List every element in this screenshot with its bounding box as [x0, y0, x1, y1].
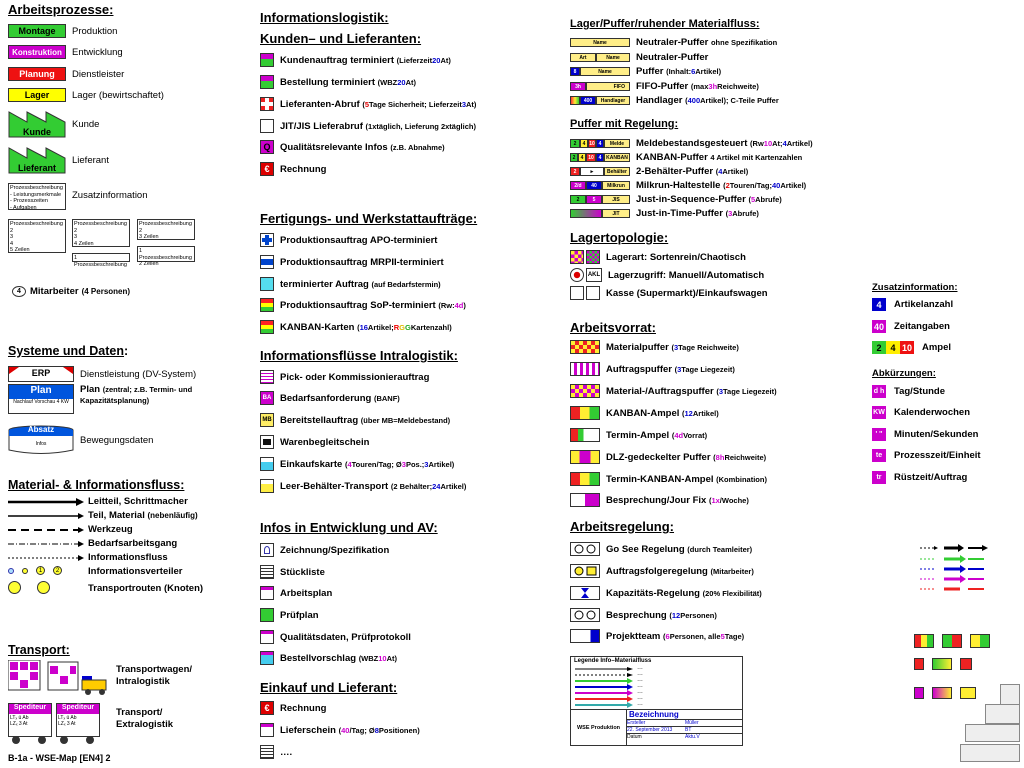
- row-besprechung: Besprechung ( 12 Personen): [570, 608, 717, 622]
- row-puffer: 8 Name Puffer (Inhalt: 6 Artikel): [570, 66, 721, 77]
- erp-label: Dienstleistung (DV-System): [80, 368, 197, 380]
- warenbegleitschein-icon: [260, 435, 274, 449]
- einkaufskarte-icon: [260, 457, 274, 471]
- row-auftragspuffer: Auftragspuffer ( 3 Tage Liegezeit): [570, 362, 735, 376]
- row-go-see: Go See Regelung (durch Teamleiter): [570, 542, 752, 556]
- akl-icon: AKL: [586, 268, 602, 282]
- row-terminiert: terminierter Auftrag (auf Bedarfstermin): [260, 277, 441, 291]
- einkaufswagen-icon: [586, 286, 600, 300]
- row-zeichnung: Zeichnung/Spezifikation: [260, 543, 389, 557]
- row-auftragsfolge: Auftragsfolgeregelung (Mitarbeiter): [570, 564, 754, 578]
- euro-icon: €: [260, 162, 274, 176]
- row-minuten: ' '' Minuten/Sekunden: [872, 428, 978, 441]
- legend-kunde: [8, 110, 99, 138]
- legend-informationsfluss: Informationsfluss: [88, 552, 168, 563]
- legend-transportrouten: Transportrouten (Knoten): [88, 583, 204, 594]
- row-pruefplan: Prüfplan: [260, 608, 319, 622]
- row-kundenauftrag: Kundenauftrag terminiert (Lieferzeit 20 At): [260, 53, 451, 67]
- fifo-tag: FIFO: [586, 82, 630, 91]
- pruefplan-icon: [260, 608, 274, 622]
- bewegungsdaten-label: Bewegungsdaten: [80, 434, 154, 446]
- termin-ampel-icon: [570, 428, 600, 442]
- row-sop: Produktionsauftrag SoP-terminiert (Rw: 4d ): [260, 298, 466, 312]
- row-banf: BA Bedarfsanforderung (BANF): [260, 391, 400, 405]
- legend-table-title: Legende Info–Materialfluss: [574, 658, 652, 664]
- chaotisch-icon: [586, 250, 600, 264]
- projektteam-icon: [570, 629, 600, 643]
- quality-q-icon: Q: [260, 140, 274, 154]
- bereitstell-icon: MB: [260, 413, 274, 427]
- row-prozesszeit: te Prozesszeit/Einheit: [872, 449, 981, 462]
- heading-arbeitsprozesse: Arbeitsprozesse:: [8, 2, 114, 17]
- mitarbeiter-label: Mitarbeiter: [30, 286, 79, 297]
- kanban-karten-icon: [260, 320, 274, 334]
- row-arbeitsplan: Arbeitsplan: [260, 586, 332, 600]
- plan-icon: Plan Nachlauf Vorschau 4 KW: [8, 384, 74, 414]
- kapazitaet-icon: [570, 586, 600, 600]
- row-lagerart: Lagerart: Sortenrein/Chaotisch: [570, 250, 746, 264]
- terminiert-icon: [260, 277, 274, 291]
- row-warenbegleitschein: Warenbegleitschein: [260, 435, 369, 449]
- apo-icon: [260, 233, 274, 247]
- puffer-name-tag: Name: [570, 38, 630, 47]
- besprechung-icon: [570, 608, 600, 622]
- heading-infos-av: Infos in Entwicklung und AV:: [260, 520, 438, 535]
- kundenauftrag-icon: [260, 53, 274, 67]
- row-jit: JIT Just-in-Time-Puffer ( 3 Abrufe): [570, 208, 759, 219]
- spediteur-badge-1: Spediteur: [9, 704, 51, 714]
- row-melde: 2 4 10 4 Melde Meldebestandsgesteuert (Rw 10 At; 4 Artikel): [570, 138, 813, 149]
- row-neutral-puffer: Name Neutraler-Puffer ohne Spezifikation: [570, 37, 777, 48]
- row-tag-stunde: d h Tag/Stunde: [873, 386, 946, 397]
- row-artikelanzahl: 4 Artikelanzahl: [872, 298, 953, 311]
- lieferant-label: Lieferant: [72, 154, 109, 166]
- zusatzinformation-label: Zusatzinformation: [72, 190, 148, 201]
- sop-icon: [260, 298, 274, 312]
- row-lagerzugriff: AKL Lagerzugriff: Manuell/Automatisch: [570, 268, 764, 282]
- row-material-auftragspuffer: Material-/Auftragspuffer ( 3 Tage Liegezeit): [570, 384, 777, 398]
- row-lieferschein: Lieferschein ( 40 /Tag; Ø 8 Positionen): [260, 723, 420, 737]
- legend-lieferant: [8, 146, 109, 174]
- row-kanban-karten: KANBAN-Karten ( 16 Artikel; R G G Kartenzahl): [260, 320, 452, 334]
- heading-material: Material- & Informationsfluss:: [8, 478, 185, 492]
- row-2-behaelter: 2 ► Behälter 2-Behälter-Puffer ( 4 Artikel): [570, 166, 748, 177]
- legend-teil-material: Teil, Material (nebenläufig): [88, 510, 198, 521]
- row-rechnung: € Rechnung: [260, 162, 326, 176]
- heading-topologie: Lagertopologie:: [570, 230, 669, 245]
- row-kanban-ampel: KANBAN-Ampel ( 12 Artikel): [570, 406, 719, 420]
- document-icon: [260, 745, 274, 759]
- legend-lager: [8, 88, 164, 102]
- row-bereitstell: MB Bereitstellauftrag (über MB=Meldebestand): [260, 413, 450, 427]
- melde-tag: Melde: [604, 139, 630, 148]
- row-leer-behaelter: Leer-Behälter-Transport (2 Behälter; 24 Artikel): [260, 479, 466, 493]
- legend-plan: [8, 384, 220, 414]
- euro-icon-2: €: [260, 701, 274, 715]
- legend-konstruktion: [8, 45, 123, 59]
- puffer-tag: Name: [580, 67, 630, 76]
- pick-icon: [260, 370, 274, 384]
- handlager-tag: Handlager: [596, 96, 630, 105]
- kunde-factory-icon: Kunde: [8, 110, 66, 138]
- title-block: Bezeichnung Ersteller Müller 22. September 2013 BT Datum Aktu.V: [627, 709, 742, 745]
- row-einkaufskarte: Einkaufskarte ( 4 Touren/Tag; Ø 3 Pos.; 3 Artikel): [260, 457, 454, 471]
- row-jit-jis: JIT/JIS Lieferabruf (1xtäglich, Lieferung 2xtäglich): [260, 119, 476, 133]
- leer-behaelter-icon: [260, 479, 274, 493]
- heading-transport: Transport:: [8, 643, 70, 657]
- banf-icon: BA: [260, 391, 274, 405]
- lieferanten-abruf-icon: [260, 97, 274, 111]
- manuell-icon: [570, 268, 584, 282]
- row-mrpii: Produktionsauftrag MRPII-terminiert: [260, 255, 444, 269]
- legend-informationsverteiler: Informationsverteiler: [88, 566, 183, 577]
- row-apo: Produktionsauftrag APO-terminiert: [260, 233, 437, 247]
- zeichnung-icon: [260, 543, 274, 557]
- transportrouten-icons: [8, 581, 50, 594]
- heading-lager-puffer: Lager/Puffer/ruhender Materialfluss:: [570, 18, 760, 30]
- puffer-name-tag-2: Name: [596, 53, 630, 62]
- ampel-samples-row-2: [914, 658, 972, 670]
- go-see-icon: [570, 542, 600, 556]
- zusatz-process-box: Prozessbeschreibung - Leistungsmerkmale - Prozesszeiten - Aufgaben: [8, 183, 66, 210]
- erp-icon: ERP: [8, 366, 74, 382]
- ampel-samples-row-3: [914, 687, 976, 699]
- row-quality-info: Q Qualitätsrelevante Infos (z.B. Abnahme): [260, 140, 445, 154]
- row-stueckliste: Stückliste: [260, 565, 325, 579]
- row-termin-kanban: Termin-KANBAN-Ampel (Kombination): [570, 472, 767, 486]
- row-pick: Pick- oder Kommissionierauftrag: [260, 370, 429, 384]
- heading-einkauf: Einkauf und Lieferant:: [260, 680, 398, 695]
- entwicklung-label: Entwicklung: [72, 46, 123, 58]
- jit-jis-icon: [260, 119, 274, 133]
- grey-box-3: [965, 724, 1020, 742]
- lieferschein-icon: [260, 723, 274, 737]
- row-bestellvorschlag: Bestellvorschlag (WBZ 10 At): [260, 651, 397, 665]
- row-kalenderwochen: KW Kalenderwochen: [873, 407, 971, 418]
- row-ruestzeit: tr Rüstzeit/Auftrag: [872, 471, 967, 484]
- row-kasse: Kasse (Supermarkt)/Einkaufswagen: [570, 286, 768, 300]
- ampel-samples-row-1: [914, 634, 990, 648]
- heading-abkuerzungen: Abkürzungen:: [872, 368, 936, 379]
- company-name: WSE Produktion: [571, 709, 627, 745]
- kanban-tag: KANBAN: [604, 153, 630, 162]
- database-icon: Absatz Infos: [8, 425, 74, 455]
- puffer-count: 8: [570, 67, 580, 76]
- montage-badge: Montage: [8, 24, 66, 38]
- bestellung-icon: [260, 75, 274, 89]
- row-jour-fix: Besprechung/Jour Fix ( 1x /Woche): [570, 493, 749, 507]
- fifo-time: 3h: [570, 82, 586, 91]
- heading-zusatzinfo: Zusatzinformation:: [872, 282, 958, 293]
- legend-arrows: [575, 667, 635, 709]
- row-bestellung: Bestellung terminiert (WBZ 20 At): [260, 75, 416, 89]
- milkrun-tag: Milkrun: [602, 181, 630, 190]
- process-box-1-line: 1 Prozessbeschreibung: [72, 253, 130, 262]
- row-materialpuffer: Materialpuffer ( 3 Tage Reichweite): [570, 340, 739, 354]
- supermarkt-icon: [570, 286, 584, 300]
- transportwagen-label: Transportwagen/ Intralogistik: [116, 664, 193, 687]
- kunde-label: Kunde: [72, 118, 100, 130]
- mitarbeiter-note: (4 Personen): [81, 287, 131, 296]
- auftragspuffer-icon: [570, 362, 600, 376]
- lager-badge: Lager: [8, 88, 66, 102]
- legend-planung: [8, 67, 124, 81]
- jit-tag: JIT: [602, 209, 630, 218]
- legend-montage: [8, 24, 117, 38]
- arbeitsplan-icon: [260, 586, 274, 600]
- dienstleister-label: Dienstleister: [72, 68, 125, 80]
- legend-erp: [8, 366, 196, 382]
- row-kanban-puffer: 2 4 10 4 KANBAN KANBAN-Puffer 4 Artikel mit Kartenzahlen: [570, 152, 802, 163]
- row-projektteam: Projektteam ( 6 Personen, alle 5 Tage): [570, 629, 744, 643]
- grey-box-4: [960, 744, 1020, 762]
- qualitaetsdaten-icon: [260, 630, 274, 644]
- materialpuffer-icon: [570, 340, 600, 354]
- process-box-2-lines: 1 Prozessbeschreibung 2 Zeilen: [137, 246, 195, 262]
- legend-absatz: [8, 425, 153, 455]
- handlager-icon: [570, 96, 580, 105]
- legend-dots: … … … … … … …: [637, 665, 643, 707]
- spediteur-label: Transport/ Extralogistik: [116, 707, 174, 730]
- row-neutral-puffer-2: Art Name Neutraler-Puffer: [570, 52, 708, 63]
- grey-box-2: [985, 704, 1020, 724]
- row-termin-ampel: Termin-Ampel ( 4d Vorrat): [570, 428, 707, 442]
- auftragsfolge-icon: [570, 564, 600, 578]
- lieferant-factory-icon: Lieferant: [8, 146, 66, 174]
- row-milkrun: 2/d 40 Milkrun Milkrun-Haltestelle ( 2 Touren/Tag; 40 Artikel): [570, 180, 806, 191]
- grey-box-1: [1000, 684, 1020, 706]
- mrpii-icon: [260, 255, 274, 269]
- handlager-count: 400: [580, 96, 596, 105]
- heading-regelung: Puffer mit Regelung:: [570, 118, 679, 130]
- puffer-art-tag: Art: [570, 53, 596, 62]
- legend-mitarbeiter: [12, 286, 130, 297]
- row-kapazitaet: Kapazitäts-Regelung (20% Flexibilität): [570, 586, 762, 600]
- footer-caption: B-1a - WSE-Map [EN4] 2: [8, 753, 111, 763]
- spediteur-trucks: Spediteur LTₓ ü Ab LZₓ 3 At Spediteur LTₓ ü Ab LZₓ 3 At: [8, 703, 108, 745]
- produktion-label: Produktion: [72, 25, 118, 37]
- heading-infologistik: Informationslogistik:: [260, 10, 389, 25]
- jour-fix-icon: [570, 493, 600, 507]
- heading-fertigung: Fertigungs- und Werkstattaufträge:: [260, 211, 478, 226]
- heading-systeme: Systeme und Daten:: [8, 344, 129, 358]
- material-auftragspuffer-icon: [570, 384, 600, 398]
- heading-intralog: Informationsflüsse Intralogistik:: [260, 348, 458, 363]
- transportwagen-icon: [8, 660, 110, 696]
- spediteur-badge-2: Spediteur: [57, 704, 99, 714]
- heading-vorrat: Arbeitsvorrat:: [570, 320, 656, 335]
- lager-label: Lager (bewirtschaftet): [72, 89, 164, 101]
- legend-bedarfsarbeitsgang: Bedarfsarbeitsgang: [88, 538, 178, 549]
- process-box-3-lines: Prozessbeschreibung 2 3 Zeilen: [137, 219, 195, 240]
- behaelter-tag: Behälter: [604, 167, 630, 176]
- sortenrein-icon: [570, 250, 584, 264]
- heading-arbeitsregelung: Arbeitsregelung:: [570, 519, 675, 534]
- process-box-5-lines: Prozessbeschreibung 2 3 4 5 Zeilen: [8, 219, 66, 253]
- planung-badge: Planung: [8, 67, 66, 81]
- process-box-4-lines: Prozessbeschreibung 2 3 4 Zeilen: [72, 219, 130, 247]
- row-jis: 2 5 JIS Just-in-Sequence-Puffer ( 5 Abrufe): [570, 194, 782, 205]
- legend-leitteil: Leitteil, Schrittmacher: [88, 496, 188, 507]
- row-lieferanten-abruf: Lieferanten-Abruf ( 5 Tage Sicherheit; Lieferzeit 3 At): [260, 97, 476, 111]
- informationsverteiler-icons: 1 2: [8, 566, 62, 575]
- dlz-icon: [570, 450, 600, 464]
- row-dlz: DLZ-gedeckelter Puffer ( 8h Reichweite): [570, 450, 766, 464]
- legend-werkzeug: Werkzeug: [88, 524, 133, 535]
- row-ampel: 2 4 10 Ampel: [872, 341, 951, 354]
- row-ellipsis: ….: [260, 745, 292, 759]
- mitarbeiter-icon: 4: [12, 286, 26, 297]
- row-einkauf-rechnung: € Rechnung: [260, 701, 326, 715]
- jis-tag: JIS: [602, 195, 630, 204]
- stueckliste-icon: [260, 565, 274, 579]
- legend-table: [570, 656, 743, 746]
- termin-kanban-icon: [570, 472, 600, 486]
- heading-kunden-lieferanten: Kunden– und Lieferanten:: [260, 31, 422, 46]
- flow-lines-svg: [8, 496, 84, 576]
- colored-arrows: [920, 543, 990, 593]
- row-zeitangaben: 40 Zeitangaben: [873, 321, 950, 332]
- konstruktion-badge: Konstruktion: [8, 45, 66, 59]
- bestellvorschlag-icon: [260, 651, 274, 665]
- row-handlager: 400 Handlager Handlager ( 400 Artikel); C-Teile Puffer: [570, 95, 779, 106]
- row-fifo: 3h FIFO FIFO-Puffer (max 3h Reichweite): [570, 81, 759, 92]
- plan-label: Plan (zentral; z.B. Termin- und Kapazitätsplanung): [80, 384, 193, 405]
- row-qualitaetsdaten: Qualitätsdaten, Prüfprotokoll: [260, 630, 411, 644]
- kanban-ampel-icon: [570, 406, 600, 420]
